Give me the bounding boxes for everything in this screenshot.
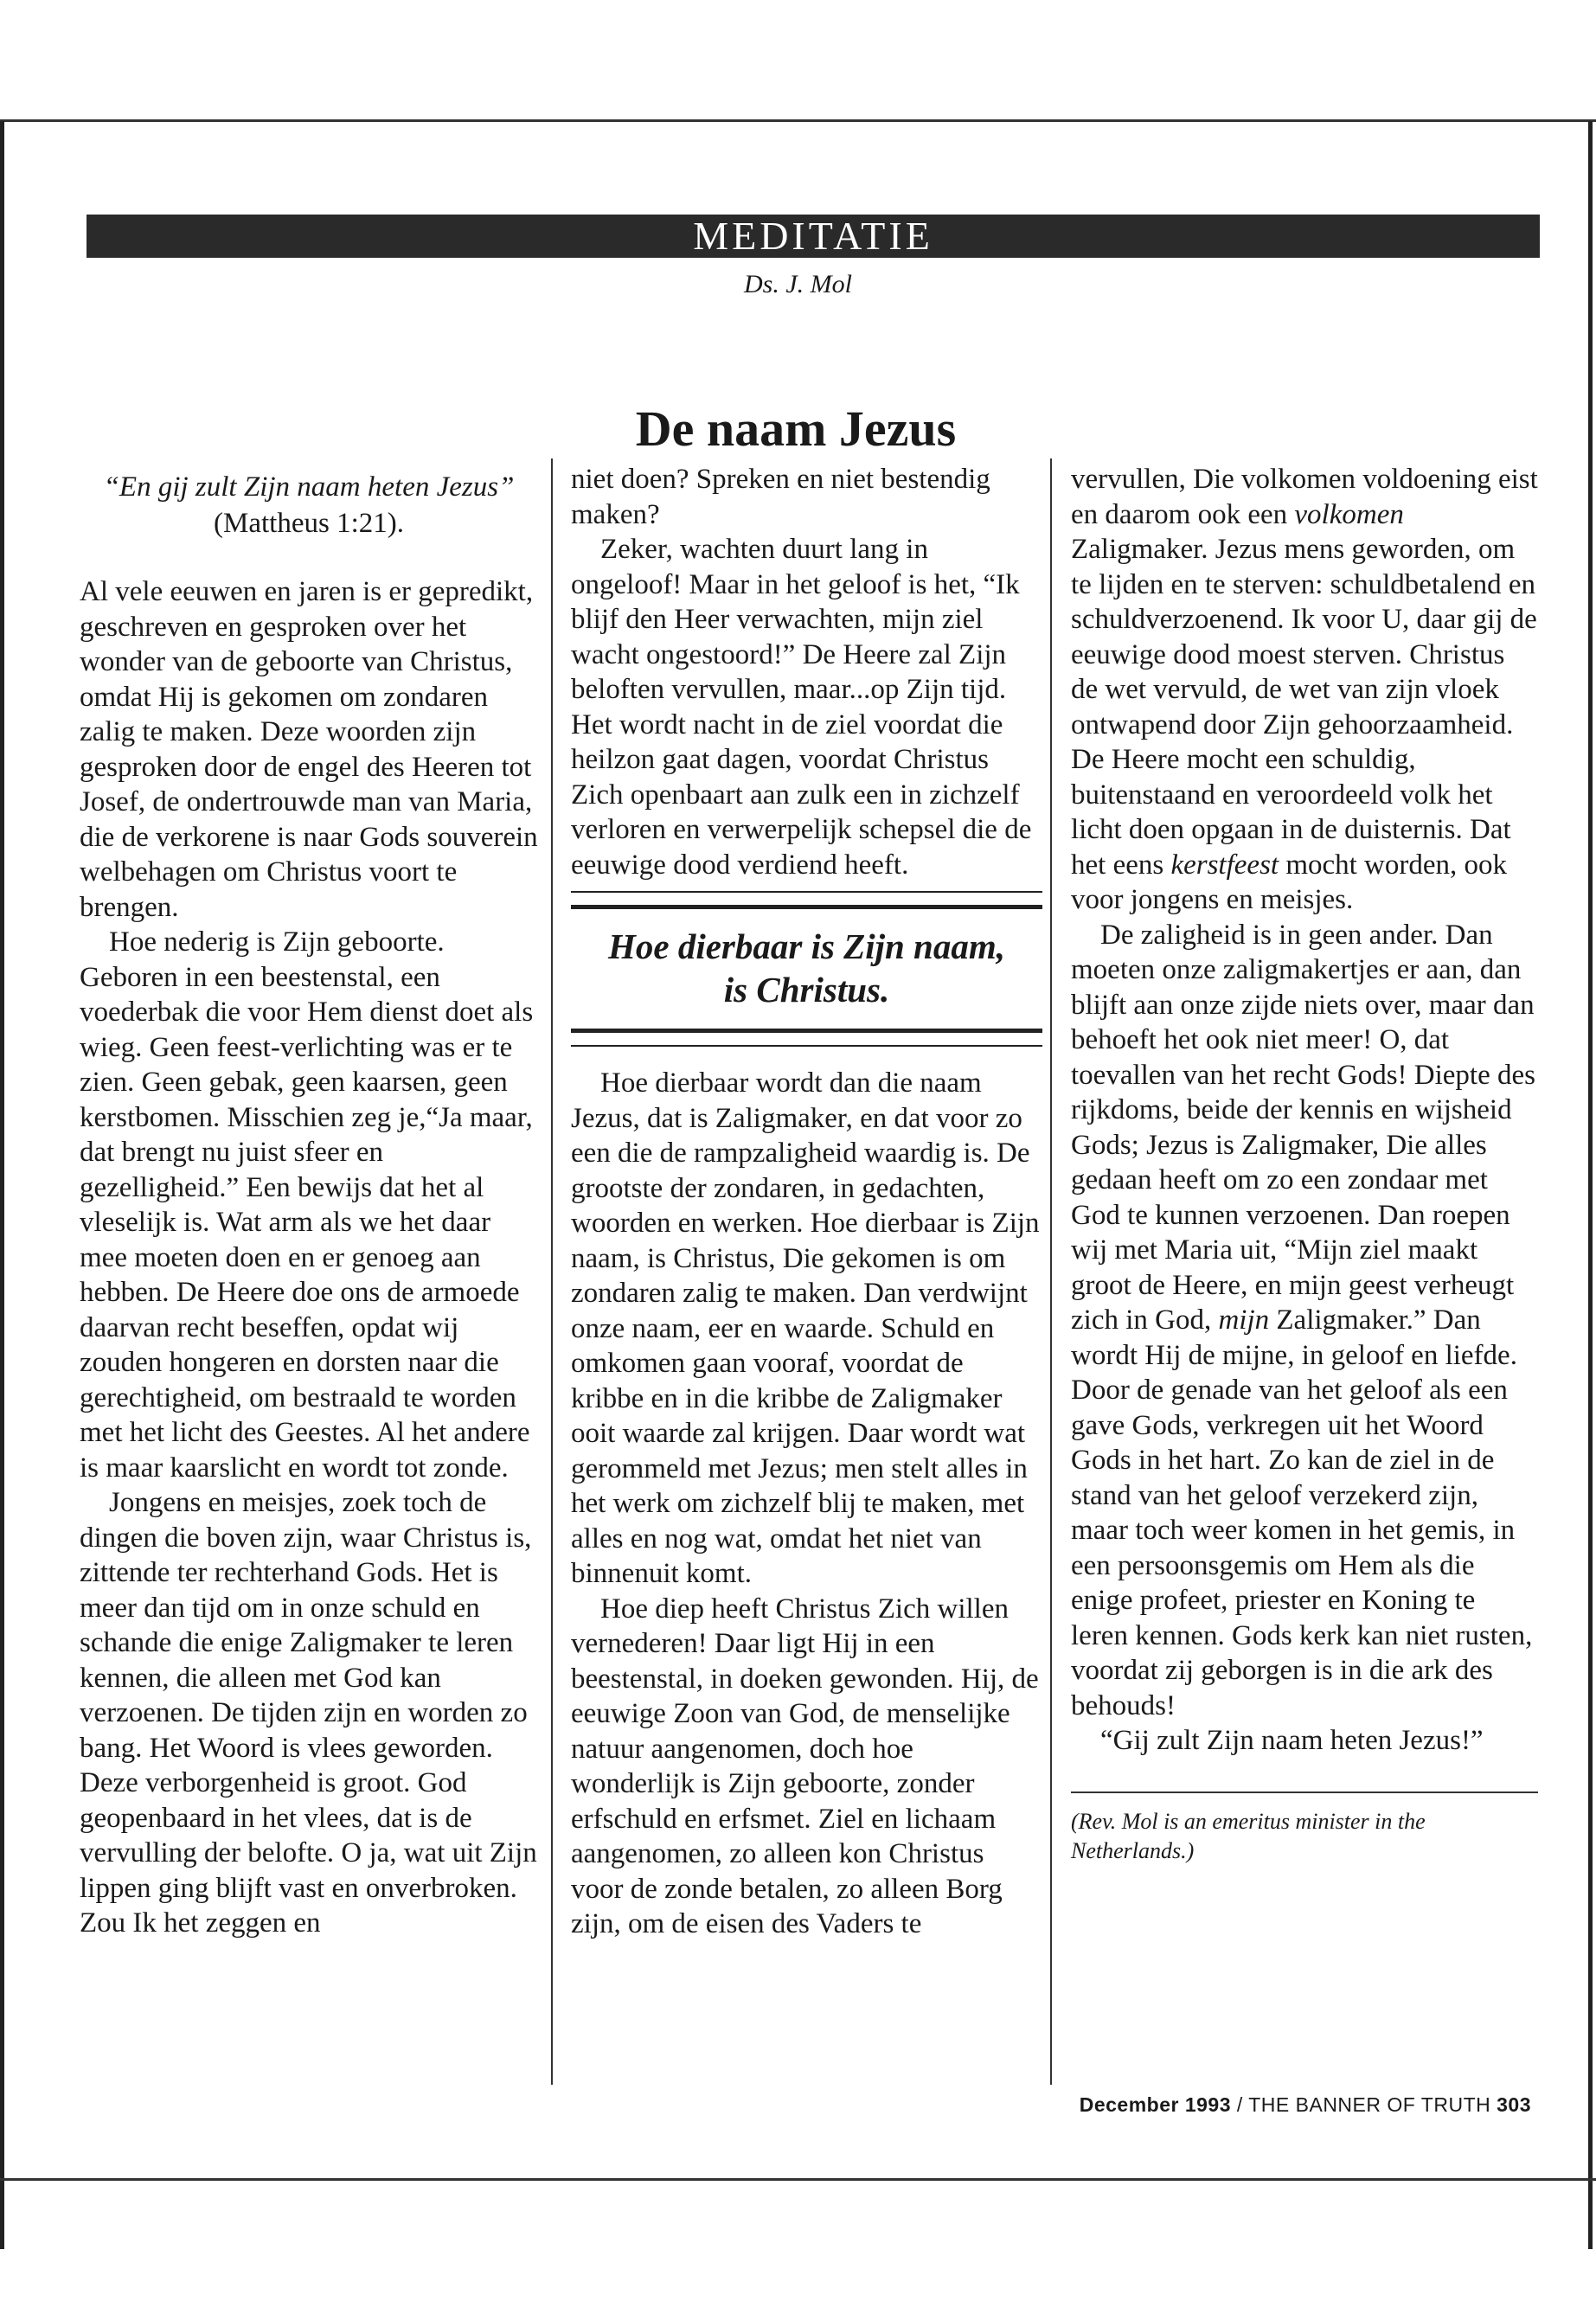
footer-publication: / THE BANNER OF TRUTH [1231,2093,1497,2116]
scan-border-top [0,119,1596,122]
section-title: MEDITATIE [693,214,933,258]
author-footnote: (Rev. Mol is an emeritus minister in the Netherlands.) [1071,1808,1426,1863]
pull-quote-rule-top [571,891,1042,909]
scan-border-right [1588,121,1593,2249]
pull-quote-line: is Christus. [723,970,890,1009]
column-divider [551,458,553,2085]
pull-quote [588,925,1025,1011]
footer-date: December 1993 [1079,2093,1231,2116]
paragraph: niet doen? Spreken en niet bestendig maken? [571,464,990,530]
paragraph: vervullen, Die volkomen voldoening eist en daarom ook een volkomen Zaligmaker. Jezus mens geworden, om te lijden en te sterven: schuldbetalend en schuldverzoenend. Ik voor U, daar gij de eeuwige dood moest sterven. Christus de wet vervuld, de wet van zijn vloek ontwapend door Zijn gehoorzaamheid. De Heere mocht een schuldig, buitenstaand en veroordeeld volk het licht doen opgaan in de duisternis. Dat het eens kerstfeest mocht worden, ook voor jongens en meisjes. [1071,464,1538,915]
closing-line: “Gij zult Zijn naam heten Jezus!” [1100,1725,1484,1756]
paragraph: Hoe dierbaar wordt dan die naam Jezus, dat is Zaligmaker, en dat voor zo een die de rampzaligheid waardig is. De grootste der zondaren, in gedachten, woorden en werken. Hoe dierbaar is Zijn naam, is Christus, Die gekomen is om zondaren zalig te maken. Dan verdwijnt onze naam, eer en waarde. Schuld en omkomen gaan vooraf, voordat de kribbe en in die kribbe de Zaligmaker ooit waarde zal krijgen. Daar wordt wat gerommeld met Jezus; men stelt alles in het werk om zichzelf blij te maken, met alles en nog wat, omdat het niet van binnenuit komt. [571,1067,1040,1589]
column-3 [1071,462,1538,1866]
article-title: De naam Jezus [635,401,957,457]
paragraph: De zaligheid is in geen ander. Dan moeten onze zaligmakertjes er aan, dan blijft aan onze zijde niets over, maar dan behoeft het ook niet meer! O, dat toevallen van het recht Gods! Diepte des rijkdoms, beide der kennis en wijsheid Gods; Jezus is Zaligmaker, Die alles gedaan heeft om zo een zondaar met God te kunnen verzoenen. Dan roepen wij met Maria uit, “Mijn ziel maakt groot de Heere, en mijn geest verheugt zich in God, mijn Zaligmaker.” Dan wordt Hij de mijne, in geloof en liefde. Door de genade van het geloof als een gave Gods, verkregen uit het Woord Gods in het hart. Zo kan de ziel in de stand van het geloof verzekerd zijn, maar toch weer komen in het gemis, in een persoonsgemis om Hem als die enige profeet, priester en Koning te leren kennen. Gods kerk kan niet rusten, voordat zij geborgen is in die ark des behouds! [1071,919,1535,1721]
motto-text: “En gij zult Zijn naam heten Jezus” [103,471,515,503]
emphasis: volkomen [1294,498,1404,530]
pull-quote-line: Hoe dierbaar is Zijn naam, [607,926,1005,966]
paragraph: Al vele eeuwen en jaren is er gepredikt, geschreven en gesproken over het wonder van de geboorte van Christus, omdat Hij is gekomen om zondaren zalig te maken. Deze woorden zijn gesproken door de engel des Heeren tot Josef, de ondertrouwde man van Maria, die de verkorene is naar Gods souverein welbehagen om Christus voort te brengen. [80,576,538,923]
page-number: 303 [1497,2093,1531,2116]
paragraph: Zeker, wachten duurt lang in ongeloof! Maar in het geloof is het, “Ik blijf den Heer verwachten, mijn ziel wacht ongestoord!” De Heere zal Zijn beloften vervullen, maar...op Zijn tijd. Het wordt nacht in de ziel voordat die heilzon gaat dagen, voordat Christus Zich openbaart aan zulk een in zichzelf verloren en verwerpelijk schepsel die de eeuwige dood verdiend heeft. [571,534,1032,881]
scan-border-left [0,121,4,2249]
scripture-motto [80,469,538,542]
page-footer [865,2093,1531,2117]
paragraph: Hoe nederig is Zijn geboorte. Geboren in een beestenstal, een voederbak die voor Hem dienst doet als wieg. Geen feest-verlichting was er te zien. Geen gebak, geen kaarsen, geen kerstbomen. Misschien zeg je,“Ja maar, dat brengt nu juist sfeer en gezelligheid.” Een bewijs dat het al vleselijk is. Wat arm als we het daar mee moeten doen en er genoeg aan hebben. De Heere doe ons de armoede daarvan recht beseffen, opdat wij zouden hongeren en dorsten naar die gerechtigheid, om bestraald te worden met het licht des Geestes. Al het andere is maar kaarslicht en wordt tot zonde. [80,926,534,1484]
pull-quote-rule-bottom [571,1029,1042,1047]
paragraph: Jongens en meisjes, zoek toch de dingen die boven zijn, waar Christus is, zittende ter rechterhand Gods. Het is meer dan tijd om in onze schuld en schande die enige Zaligmaker te leren kennen, die alleen met God kan verzoenen. De tijden zijn en worden zo bang. Het Woord is vlees geworden. Deze verborgenheid is groot. God geopenbaard in het vlees, dat is de vervulling der belofte. O ja, wat uit Zijn lippen ging blijft vast en onverbroken. Zou Ik het zeggen en [80,1487,537,1939]
motto-reference: (Mattheus 1:21). [214,508,404,539]
column-1 [80,469,538,1941]
footnote-rule [1071,1791,1538,1793]
column-divider [1050,458,1052,2085]
emphasis: mijn [1218,1304,1270,1336]
emphasis: kerstfeest [1170,849,1279,881]
author-byline: Ds. J. Mol [744,270,852,298]
section-banner [87,215,1540,258]
scan-border-bottom [0,2178,1596,2181]
paragraph: Hoe diep heeft Christus Zich willen vernederen! Daar ligt Hij in een beestenstal, in doeken gewonden. Hij, de eeuwige Zoon van God, de menselijke natuur aangenomen, doch hoe wonderlijk is Zijn geboorte, zonder erfschuld en erfsmet. Ziel en lichaam aangenomen, zo alleen kon Christus voor de zonde betalen, zo alleen Borg zijn, om de eisen des Vaders te [571,1593,1039,1939]
column-2 [571,462,1042,1942]
